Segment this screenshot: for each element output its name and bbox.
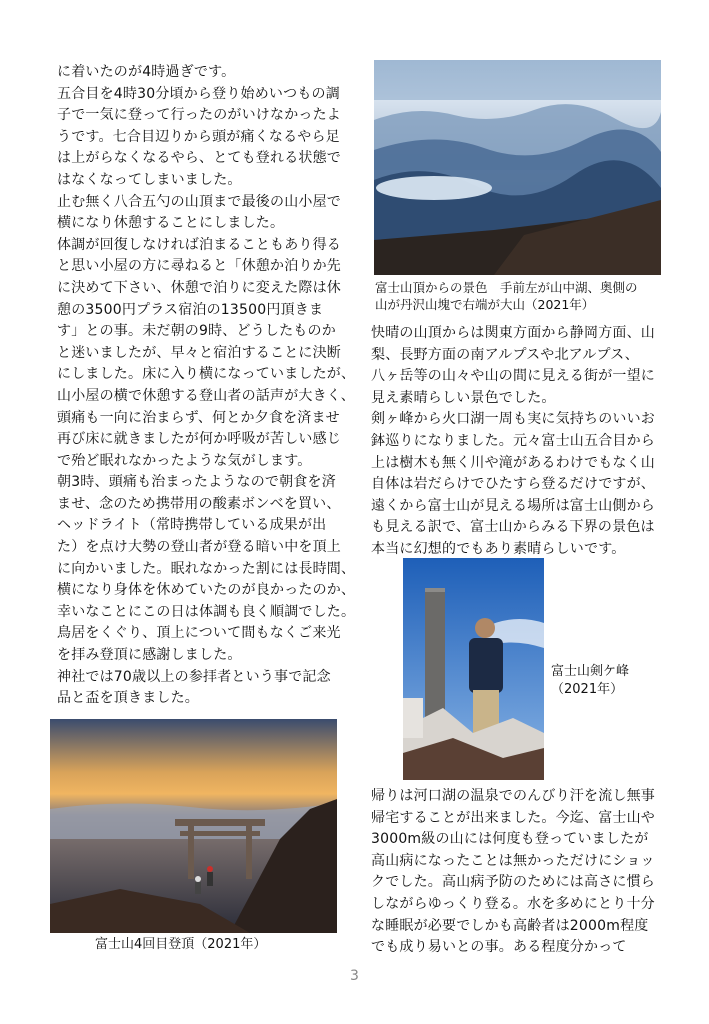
- torii-caption-line: 富士山4回目登頂（2021年）: [95, 937, 267, 952]
- kengamine-image: [403, 558, 544, 780]
- text-line: にしました。床に入り横になっていましたが、: [57, 366, 356, 383]
- text-line: に着いたのが4時過ぎです。: [57, 64, 236, 80]
- text-line: 剣ヶ峰から火口湖一周も実に気持ちのいいお: [371, 411, 655, 428]
- text-line: 鉢巡りになりました。元々富士山五合目から: [371, 432, 655, 449]
- text-line: な睡眠が必要でしかも高齢者は2000m程度: [371, 917, 649, 934]
- text-line: クでした。高山病予防のためには高さに慣ら: [371, 874, 655, 891]
- text-line: 遠くから富士山が見える場所は富士山側から: [371, 497, 655, 514]
- torii-photo: [50, 719, 337, 933]
- text-line: 品と盃を頂きました。: [57, 690, 199, 707]
- kengamine-caption-line1: 富士山剣ケ峰: [551, 664, 630, 679]
- text-line: ヘッドライト（常時携帯している成果が出: [57, 517, 327, 534]
- text-line: た）を点け大勢の登山者が登る暗い中を頂上: [57, 539, 341, 556]
- text-line: 子で一気に登って行ったのがいけなかったよ: [57, 107, 341, 124]
- text-line: 五合目を4時30分頃から登り始めいつもの調: [57, 85, 340, 102]
- text-line: ませ、念のため携帯用の酸素ボンベを買い、: [57, 495, 341, 512]
- text-line: 憩の3500円プラス宿泊の13500円頂きま: [57, 301, 324, 318]
- text-line: 再び床に就きましたが何か呼吸が苦しい感じ: [57, 431, 341, 448]
- kengamine-caption: [551, 663, 671, 699]
- text-line: も見える訳で、富士山からみる下界の景色は: [371, 519, 655, 536]
- text-line: しながらゆっくり登る。水を多めにとり十分: [371, 895, 655, 912]
- text-line: 見え素晴らしい景色でした。: [371, 389, 556, 406]
- summit-view-caption: [375, 279, 675, 313]
- text-line: うです。七合目辺りから頭が痛くなるやら足: [57, 128, 340, 145]
- text-line: 快晴の山頂からは関東方面から静岡方面、山: [371, 325, 655, 341]
- text-line: 上は樹木も無く川や滝があるわけでもなく山: [371, 454, 655, 471]
- text-line: 鳥居をくぐり、頂上について間もなくご来光: [57, 625, 341, 642]
- text-line: 梨、長野方面の南アルプスや北アルプス、: [371, 346, 639, 363]
- text-line: 帰りは河口湖の温泉でのんびり汗を流し無事: [371, 788, 655, 804]
- text-line: を拝み登頂に感謝しました。: [57, 647, 242, 664]
- text-line: 幸いなことにこの日は体調も良く順調でした。: [57, 603, 356, 620]
- page-number: 3: [350, 968, 359, 984]
- summit-view-image: [374, 60, 661, 275]
- text-line: 頭痛も一向に治まらず、何とか夕食を済ませ: [57, 409, 340, 426]
- text-line: 横になり身体を休めていたのが良かったのか、: [57, 582, 356, 599]
- text-line: 朝3時、頭痛も治まったようなので朝食を済: [57, 474, 336, 491]
- text-line: と思い小屋の方に尋ねると「休憩か泊りか先: [57, 258, 341, 275]
- torii-image: [50, 719, 337, 933]
- right-column-text-1: [371, 323, 671, 561]
- text-line: 山小屋の横で休憩する登山者の話声が大きく、: [57, 387, 355, 404]
- left-column-text: [57, 62, 357, 710]
- kengamine-photo: [403, 558, 544, 780]
- torii-caption: [95, 936, 335, 953]
- summit-view-photo: [374, 60, 661, 275]
- text-line: 神社では70歳以上の参拝者という事で記念: [57, 668, 331, 685]
- text-line: に決めて下さい、休憩で泊りに変えた際は休: [57, 279, 341, 296]
- text-line: す」との事。未だ朝の9時、どうしたものか: [57, 323, 336, 340]
- right-column-text-2: [371, 786, 671, 959]
- right-paragraphs-2: [371, 786, 671, 959]
- right-paragraphs-1: [371, 323, 671, 561]
- summit-view-caption-line2: 山が丹沢山塊で右端が大山（2021年）: [375, 297, 595, 312]
- text-line: 帰宅することが出来ました。今迄、富士山や: [371, 809, 655, 826]
- text-line: 自体は岩だらけでひたすら登るだけですが、: [371, 476, 655, 493]
- summit-view-caption-line1: 富士山頂からの景色 手前左が山中湖、奥側の: [375, 280, 638, 295]
- text-line: はなくなってしまいました。: [57, 171, 242, 188]
- left-paragraphs: [57, 62, 357, 710]
- text-line: 止む無く八合五勺の山頂まで最後の山小屋で: [57, 193, 341, 210]
- text-line: 本当に幻想的でもあり素晴らしいです。: [371, 540, 626, 557]
- kengamine-caption-line2: （2021年）: [551, 682, 624, 697]
- text-line: 3000m級の山には何度も登っていましたが: [371, 831, 649, 848]
- text-line: 高山病になったことは無かっただけにショッ: [371, 852, 655, 869]
- text-line: でも成り易いとの事。ある程度分かって: [371, 939, 627, 956]
- text-line: 八ヶ岳等の山々や山の間に見える街が一望に: [371, 368, 655, 385]
- text-line: 横になり休憩することにしました。: [57, 215, 285, 232]
- text-line: 体調が回復しなければ泊まることもあり得る: [57, 236, 341, 253]
- text-line: に向かいました。眠れなかった割には長時間、: [57, 560, 356, 577]
- text-line: で殆ど眠れなかったような気がします。: [57, 452, 312, 469]
- text-line: と迷いましたが、早々と宿泊することに決断: [57, 344, 341, 361]
- text-line: は上がらなくなるやら、とても登れる状態で: [57, 150, 341, 167]
